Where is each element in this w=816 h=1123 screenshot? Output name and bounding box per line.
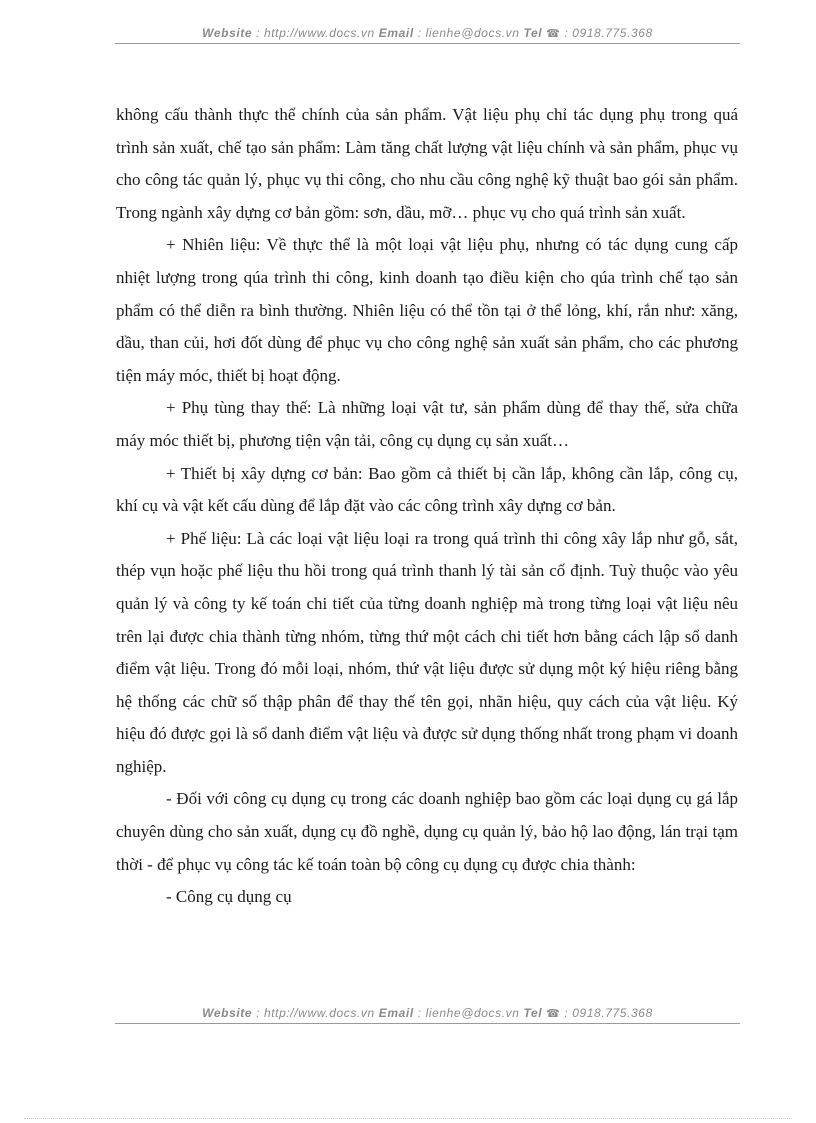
footer-email-link[interactable]: : lienhe@docs.vn — [413, 1006, 524, 1020]
header-email-link[interactable]: : lienhe@docs.vn — [413, 26, 524, 40]
document-body — [116, 99, 738, 914]
paragraph-fuel: + Nhiên liệu: Về thực thể là một loại vật liệu phụ, nhưng có tác dụng cung cấp nhiệt lượng trong qúa trình thi công, kinh doanh tạo điều kiện cho qúa trình chế tạo sản phẩm có thể diễn ra bình thường. Nhiên liệu có thể tồn tại ở thể lỏng, khí, rắn như: xăng, dầu, than củi, hơi đốt dùng để phục vụ cho công nghệ sản xuất sản phẩm, cho các phương tiện máy móc, thiết bị hoạt động. — [116, 235, 738, 385]
page-header — [115, 26, 740, 40]
footer-tel-value: : 0918.775.368 — [560, 1006, 653, 1020]
footer-website-label: Website — [202, 1006, 253, 1020]
header-email-label: Email — [378, 26, 414, 40]
paragraph-construction-equipment: + Thiết bị xây dựng cơ bản: Bao gồm cả thiết bị cần lắp, không cần lắp, công cụ, khí cụ và vật kết cấu dùng để lắp đặt vào các công trình xây dựng cơ bản. — [116, 463, 738, 516]
paragraph-tools: - Đối với công cụ dụng cụ trong các doanh nghiệp bao gồm các loại dụng cụ gá lắp chuyên dùng cho sản xuất, dụng cụ đồ nghề, dụng cụ quản lý, bảo hộ lao động, lán trại tạm thời - để phục vụ công tác kế toán toàn bộ công cụ dụng cụ được chia thành: — [116, 789, 738, 874]
phone-icon: ☎ — [546, 28, 561, 40]
paragraph-spare-parts: + Phụ tùng thay thế: Là những loại vật tư, sản phẩm dùng để thay thế, sửa chữa máy móc thiết bị, phương tiện vận tải, công cụ dụng cụ sản xuất… — [116, 398, 738, 450]
header-tel-label: Tel — [523, 26, 543, 40]
footer-rule — [115, 1023, 740, 1024]
header-tel-value: : 0918.775.368 — [560, 26, 653, 40]
header-website-link[interactable]: : http://www.docs.vn — [252, 26, 379, 40]
page-footer — [115, 1006, 740, 1020]
phone-icon: ☎ — [546, 1008, 561, 1020]
header-rule — [115, 43, 740, 44]
footer-website-link[interactable]: : http://www.docs.vn — [252, 1006, 379, 1020]
footer-tel-label: Tel — [523, 1006, 543, 1020]
paragraph-scrap: + Phế liệu: Là các loại vật liệu loại ra trong quá trình thi công xây lắp như gỗ, sắt, thép vụn hoặc phế liệu thu hồi trong quá trình thanh lý tài sản cố định. Tuỳ thuộc vào yêu quản lý và công ty kế toán chi tiết của từng doanh nghiệp mà trong từng loại vật liệu nêu trên lại được chia thành từng nhóm, từng thứ một cách chi tiết hơn bằng cách lập sổ danh điểm vật liệu. Trong đó mỗi loại, nhóm, thứ vật liệu được sử dụng một ký hiệu riêng bằng hệ thống các chữ số thập phân để thay thế tên gọi, nhãn hiệu, quy cách của vật liệu. Ký hiệu đó được gọi là sổ danh điểm vật liệu và được sử dụng thống nhất trong phạm vi doanh nghiệp. — [116, 528, 738, 776]
footer-email-label: Email — [378, 1006, 414, 1020]
header-website-label: Website — [202, 26, 253, 40]
paragraph-secondary-materials: không cấu thành thực thể chính của sản phẩm. Vật liệu phụ chỉ tác dụng phụ trong quá trình sản xuất, chế tạo sản phẩm: Làm tăng chất lượng vật liệu chính và sản phẩm, phục vụ cho công tác quản lý, phục vụ thi công, cho nhu cầu công nghệ kỹ thuật bao gói sản phẩm. Trong ngành xây dựng cơ bản gồm: sơn, dầu, mỡ… phục vụ cho quá trình sản xuất. — [116, 105, 738, 222]
page-boundary — [24, 1118, 792, 1119]
paragraph-tools-list-item: - Công cụ dụng cụ — [166, 887, 292, 907]
